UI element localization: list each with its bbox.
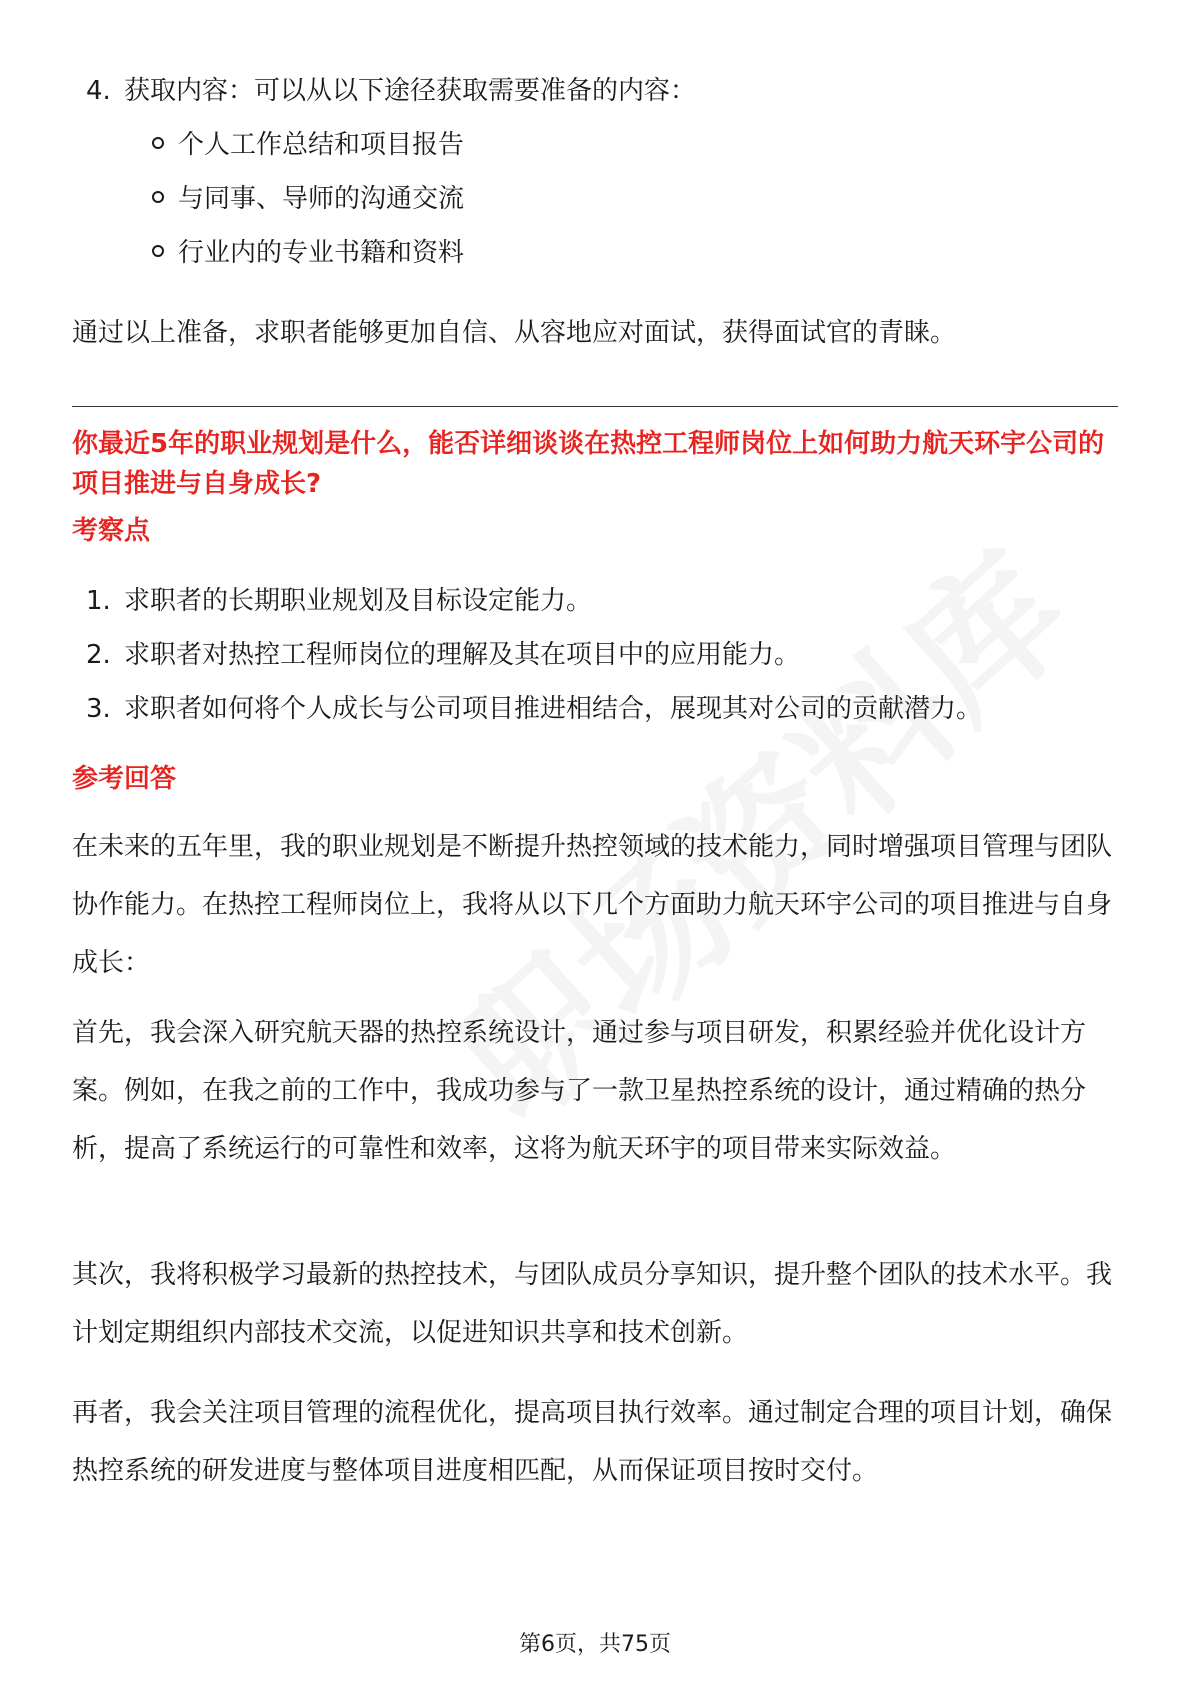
hollow-bullet-icon [152,137,164,149]
list-item-text: 求职者如何将个人成长与公司项目推进相结合，展现其对公司的贡献潜力。 [124,694,983,724]
list-item-4 [86,74,696,108]
list-number: 4. [86,76,111,106]
sub-list-item-text: 个人工作总结和项目报告 [178,130,465,160]
hollow-bullet-icon [152,191,164,203]
exam-point-item [86,584,592,618]
list-number: 1. [86,586,111,616]
exam-point-item [86,638,800,672]
exam-point-item [86,692,982,726]
sub-list-item [152,128,464,162]
conclusion-paragraph: 通过以上准备，求职者能够更加自信、从容地应对面试，获得面试官的青睐。 [72,318,957,348]
sub-list-item [152,182,464,216]
sub-list-item [152,236,464,270]
page-footer: 第6页，共75页 [519,1632,671,1657]
list-item-text: 求职者对热控工程师岗位的理解及其在项目中的应用能力。 [124,640,801,670]
section-divider [72,406,1118,407]
hollow-bullet-icon [152,245,164,257]
answer-paragraph: 首先，我会深入研究航天器的热控系统设计，通过参与项目研发，积累经验并优化设计方案。例如，在我之前的工作中，我成功参与了一款卫星热控系统的设计，通过精确的热分析，提高了系统运行的可靠性和效率，这将为航天环宇的项目带来实际效益。 [72,1018,1087,1164]
list-number: 2. [86,640,111,670]
answer-paragraph: 再者，我会关注项目管理的流程优化，提高项目执行效率。通过制定合理的项目计划，确保热控系统的研发进度与整体项目进度相匹配，从而保证项目按时交付。 [72,1398,1113,1486]
list-number: 3. [86,694,111,724]
sub-list-item-text: 与同事、导师的沟通交流 [178,184,465,214]
exam-points-heading: 考察点 [72,516,151,546]
reference-answer-heading: 参考回答 [72,764,177,794]
answer-paragraph: 其次，我将积极学习最新的热控技术，与团队成员分享知识，提升整个团队的技术水平。我计划定期组织内部技术交流，以促进知识共享和技术创新。 [72,1260,1113,1348]
sub-list-item-text: 行业内的专业书籍和资料 [178,238,465,268]
question-heading: 你最近5年的职业规划是什么，能否详细谈谈在热控工程师岗位上如何助力航天环宇公司的项目推进与自身成长? [72,429,1105,499]
answer-paragraph: 在未来的五年里，我的职业规划是不断提升热控领域的技术能力，同时增强项目管理与团队协作能力。在热控工程师岗位上，我将从以下几个方面助力航天环宇公司的项目推进与自身成长： [72,832,1113,978]
list-item-text: 获取内容：可以从以下途径获取需要准备的内容： [124,76,697,106]
list-item-text: 求职者的长期职业规划及目标设定能力。 [124,586,593,616]
